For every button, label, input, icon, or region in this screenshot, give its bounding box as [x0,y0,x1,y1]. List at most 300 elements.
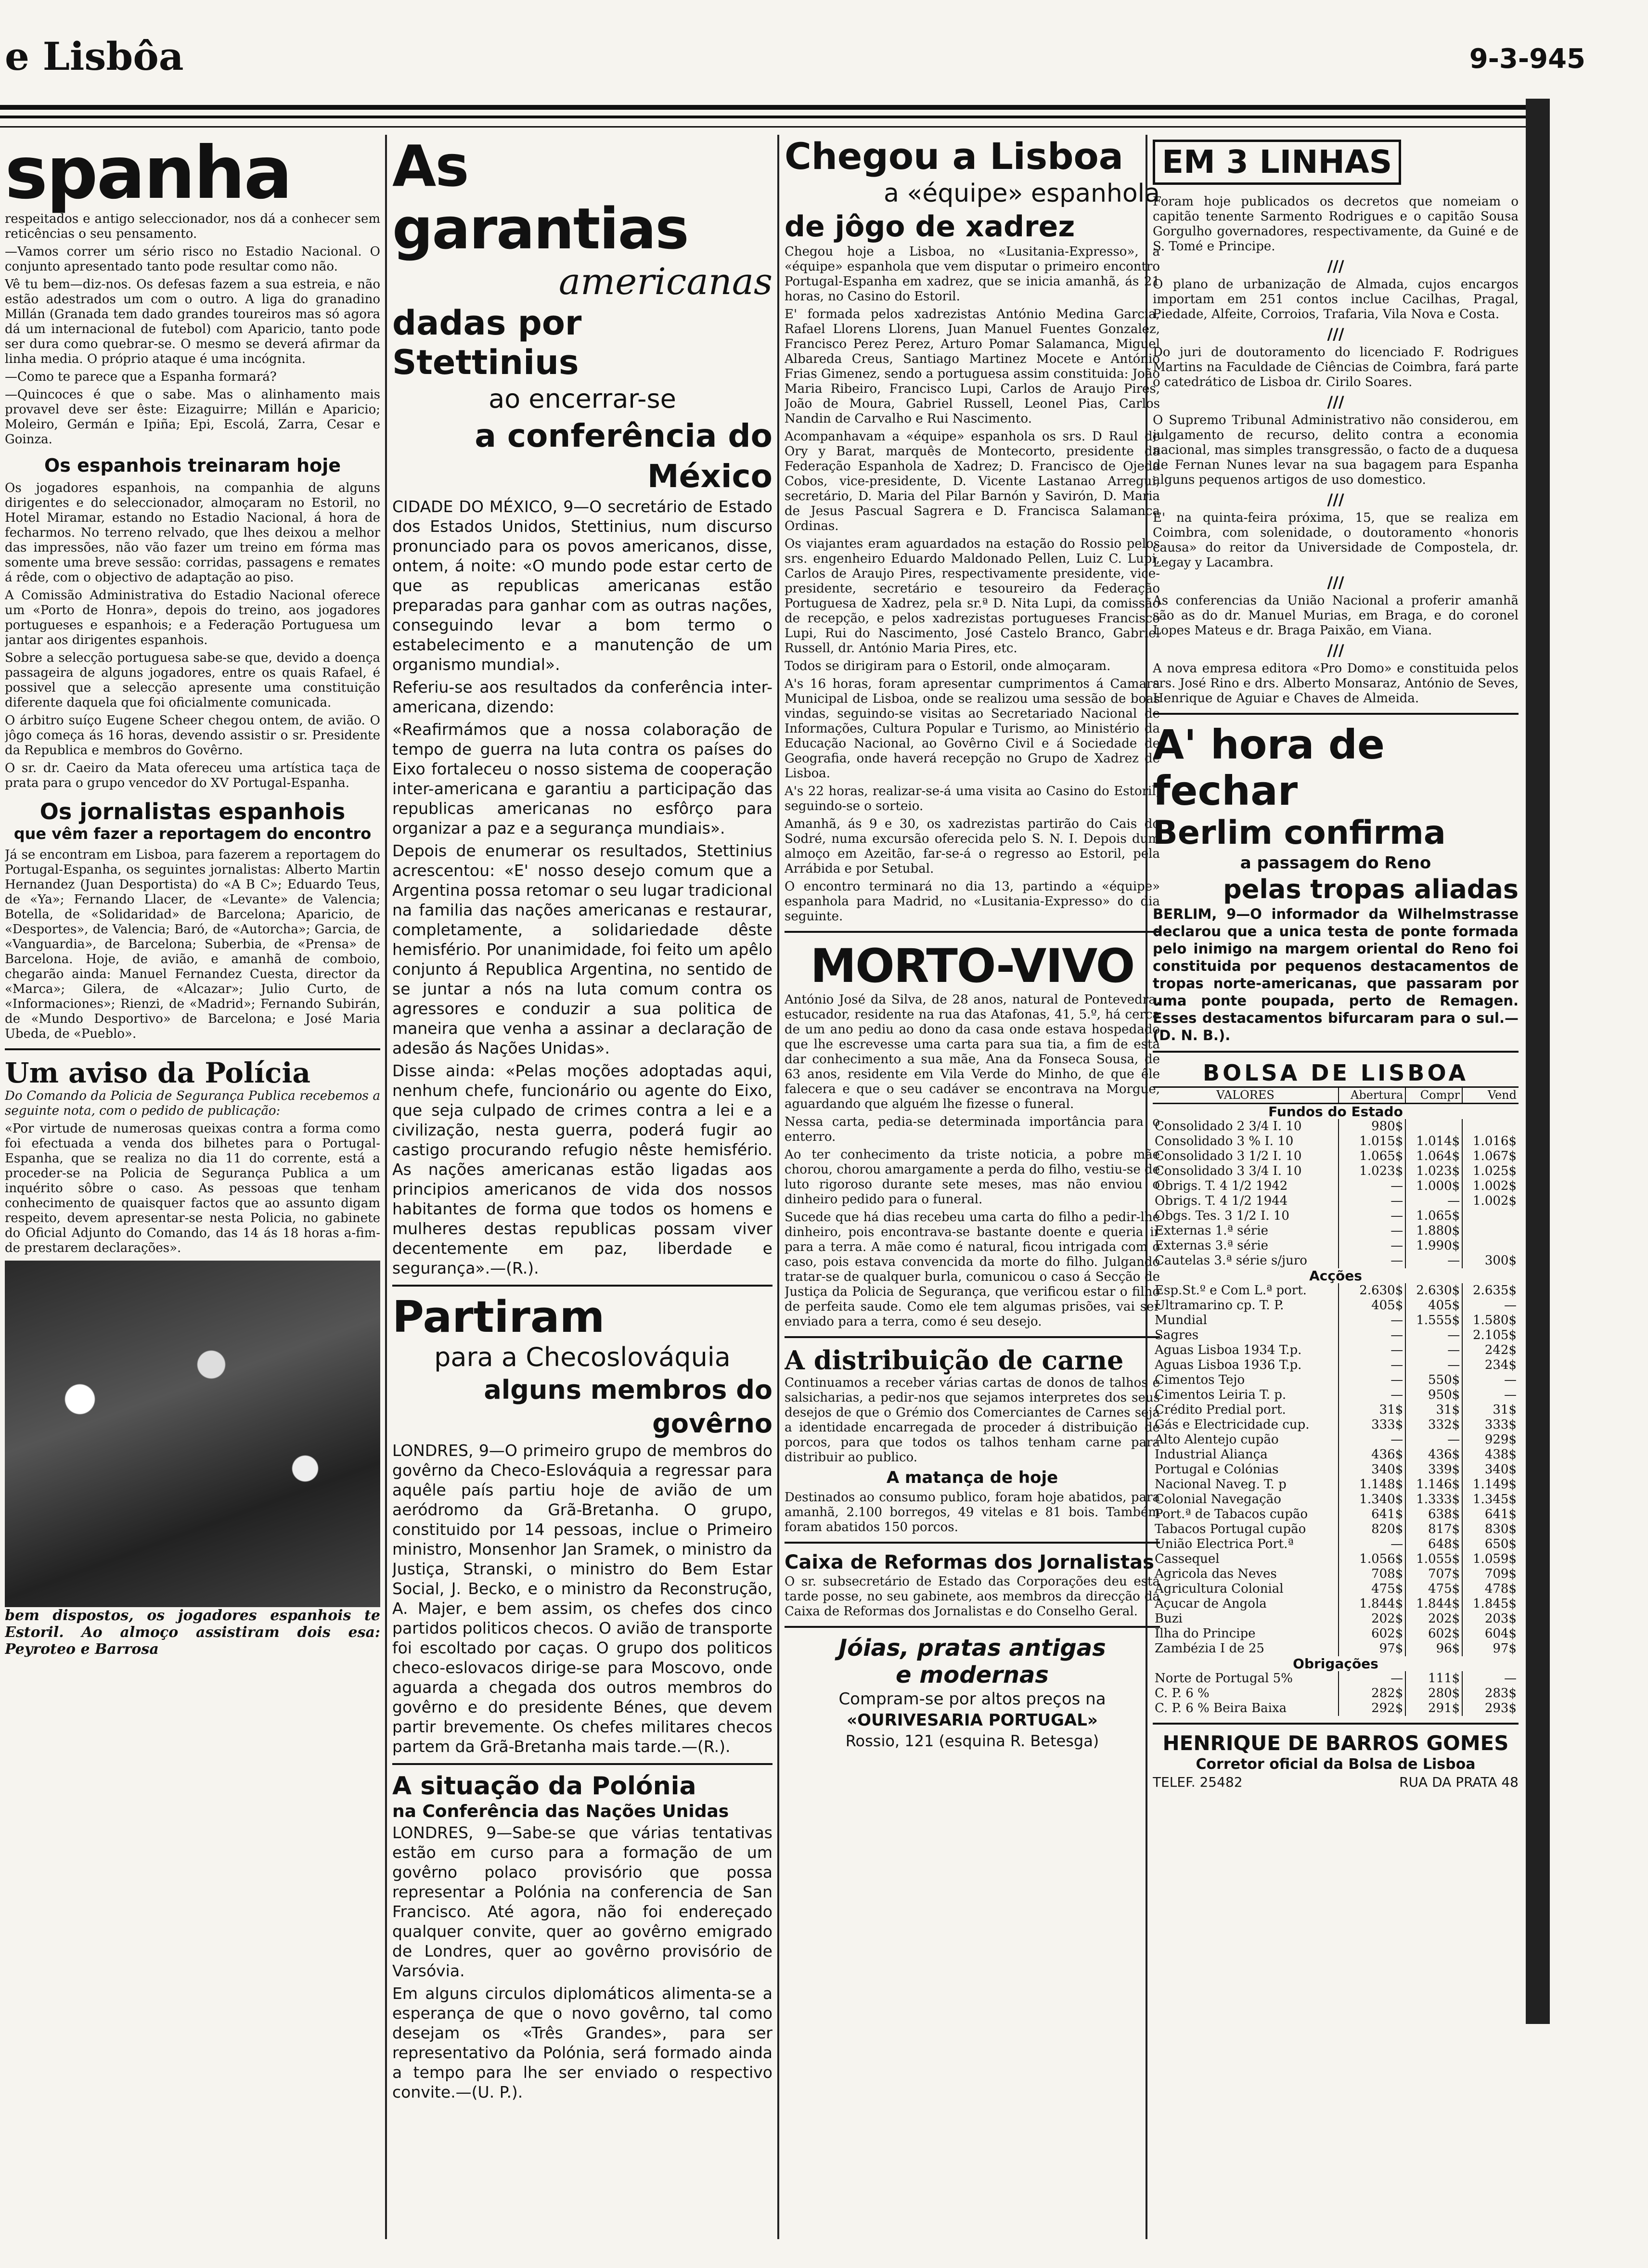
table-row [1153,1432,1519,1447]
paragraph: A Comissão Administrativa do Estadio Nacional oferece um «Porto de Honra», depois do treino, aos jogadores portugueses e espanhois; e a Federação Portuguesa um jantar aos dirigentes espanhois. [5,588,380,647]
price-cell: 1.340$ [1339,1492,1405,1507]
price-cell: 1.059$ [1462,1552,1519,1567]
column-header: Abertura [1339,1087,1405,1104]
table-row [1153,1403,1519,1418]
article-body [5,481,380,791]
price-cell: — [1339,1224,1405,1238]
security-name: Sagres [1155,1328,1199,1342]
advert-jewelry [785,1635,1160,1751]
price-cell: — [1462,1388,1519,1403]
box-em-3-linhas: EM 3 LINHAS [1153,140,1401,185]
rule [1153,713,1519,715]
headline-allied: pelas tropas aliadas [1223,874,1519,904]
column-spain-football [5,135,380,2249]
security-name: Aguas Lisboa 1936 T.p. [1155,1358,1302,1372]
security-name: Consolidado 3 1/2 I. 10 [1155,1149,1302,1163]
rule [5,1048,380,1050]
security-name: Colonial Navegação [1155,1492,1281,1507]
price-cell: — [1462,1671,1519,1686]
headline-spanish-team: a «équipe» espanhola [884,179,1160,208]
price-cell: 1.056$ [1339,1552,1405,1567]
rule [785,931,1160,933]
table-row [1153,1462,1519,1477]
price-cell: — [1339,1388,1405,1403]
paragraph: LONDRES, 9—O primeiro grupo de membros do govêrno da Checo-Eslováquia a regressar para aquêle país partiu hoje de avião de um aeródromo da Grã-Bretanha. O grupo, constituido por 14 pessoas, inclue o Primeiro ministro, Monsenhor Jan Sramek, o ministro da Justiça, Stranski, o ministro do Bem Estar Social, J. Becko, e o ministro da Reconstrução, A. Majer, e bem assim, os chefes dos cinco partidos politicos checos. O avião de transporte foi escoltado por caças. O grupo dos politicos checo-eslovacos dirige-se para Moscovo, onde aguarda a chegada dos outros membros do govêrno e do presidente Bénes, que devem partir brevemente. Os chefes militares checos partem da Grã-Bretanha mais tarde.—(R.). [392,1441,772,1756]
rule [392,1763,772,1765]
table-row [1153,1701,1519,1716]
security-name: C. P. 6 % [1155,1686,1210,1701]
table-row [1153,1253,1519,1268]
price-cell: 339$ [1405,1462,1462,1477]
price-cell: 475$ [1339,1582,1405,1597]
paragraph: Referiu-se aos resultados da conferência inter-americana, dizendo: [392,678,772,716]
paragraph: Acompanhavam a «équipe» espanhola os srs. D Raul de Ory y Barat, marquês de Montecorto, presidente da Federação Espanhola de Xadrez; D. Francisco de Ojeda Cobos, vice-presidente, D. Vicente Lastanao Arregui, secretário, D. Maria del Pilar Barnón y Savirón, D. Maria de Jesus Pascual Sagrera e D. Francisca Salamanca Ordinas. [785,429,1160,533]
price-cell: 641$ [1339,1507,1405,1522]
heading-stock-exchange: BOLSA DE LISBOA [1203,1060,1468,1086]
price-cell: 929$ [1462,1432,1519,1447]
table-row [1153,1477,1519,1492]
stock-table [1153,1086,1519,1716]
subheading-un-conference: na Conferência das Nações Unidas [392,1802,729,1821]
separator: /// [1327,257,1344,275]
price-cell: 1.345$ [1462,1492,1519,1507]
security-name: Cassequel [1155,1552,1220,1566]
price-cell: — [1339,1253,1405,1268]
paragraph: Vê tu bem—diz-nos. Os defesas fazem a sua estreia, e não estão adestrados um com o outro. A liga do granadino Millán (Granada tem dado grandes toureiros mas só agora dá um internacional de futebol) com Aparicio, tanto pode ser dura como quebrar-se. O mesmo se deverá afirmar da linha media. O próprio ataque é uma incógnita. [5,277,380,366]
article-body [392,1441,772,1756]
paragraph: A's 22 horas, realizar-se-á uma visita ao Casino do Estoril, seguindo-se o sorteio. [785,784,1160,813]
security-name: Consolidado 2 3/4 I. 10 [1155,1119,1302,1134]
table-row [1153,1552,1519,1567]
masthead [0,0,1648,116]
headline-closing-time: A' hora de fechar [1153,721,1385,814]
rule [785,1336,1160,1338]
paragraph: BERLIM, 9—O informador da Wilhelmstrasse declarou que a unica testa de ponte formada pelo inimigo na margem oriental do Reno foi constituida por pequenos destacamentos de tropas norte-americanas, que passaram por uma ponte poupada, perto de Remagen. Esses destacamentos bifurcaram para o sul.—(D. N. B.). [1153,906,1519,1044]
security-name: Ilha do Principe [1155,1626,1256,1641]
article-body [5,212,380,447]
article-body [392,1823,772,2102]
table-row [1153,1522,1519,1537]
security-name: Externas 1.ª série [1155,1224,1269,1238]
price-cell: 650$ [1462,1537,1519,1552]
price-cell: 1.002$ [1462,1194,1519,1209]
paragraph: Todos se dirigiram para o Estoril, onde almoçaram. [785,659,1111,673]
column-stettinius [392,135,772,2249]
price-cell: 950$ [1405,1388,1462,1403]
headline-poland: A situação da Polónia [392,1772,696,1801]
table-row [1153,1388,1519,1403]
paragraph: E' formada pelos xadrezistas António Medina Garcia, Rafael Llorens Llorens, Juan Manuel Fuentes Gonzalez, Francisco Perez Perez, Arturo Pomar Salamanca, Miguel Albareda Creus, Santiago Martinez Mocete e António Frias Gimenez, sendo a portuguesa assim constituida: João Maria Ribeiro, Francisco Lupi, Carlos de Araujo Pires, João de Moura, Gabriel Russell, Leonel Pias, Carlos Nandin de Carvalho e Rui Nascimento. [785,307,1160,426]
price-cell: — [1339,1671,1405,1686]
price-cell: 1.333$ [1405,1492,1462,1507]
price-cell: 1.880$ [1405,1224,1462,1238]
price-cell: — [1339,1537,1405,1552]
rule [1153,1723,1519,1725]
price-cell: 550$ [1405,1373,1462,1388]
table-row [1153,1582,1519,1597]
price-cell: — [1339,1358,1405,1373]
paragraph: Destinados ao consumo publico, foram hoje abatidos, para amanhã, 2.100 borregos, 49 vitelas e 81 bois. Também foram abatidos 150 porcos. [785,1490,1160,1534]
price-cell: 405$ [1339,1298,1405,1313]
price-cell: 1.149$ [1462,1477,1519,1492]
brief-item: Do juri de doutoramento do licenciado F. Rodrigues Martins na Faculdade de Ciências de Coimbra, fará parte o catedrático de Lisboa dr. Cirilo Soares. [1153,345,1519,389]
price-cell: 438$ [1462,1447,1519,1462]
price-cell: 291$ [1405,1701,1462,1716]
brief-item: As conferencias da União Nacional a proferir amanhã são as do dr. Manuel Murias, em Braga, e do coronel Lopes Mateus e dr. Braga Paixão, em Viana. [1153,593,1519,638]
price-cell: 436$ [1405,1447,1462,1462]
headline-government-members: alguns membros do govêrno [484,1375,772,1439]
paragraph: Em alguns circulos diplomáticos alimenta-se a esperança de que o novo govêrno, tal como desejam os «Três Grandes», para ser representativo da Polónia, será formado ainda a tempo para lhe ser enviado o respectivo convite.—(U. P.). [392,1984,772,2101]
column-header: Compr [1405,1087,1462,1104]
column-briefs [1153,135,1519,2249]
paragraph: Chegou hoje a Lisboa, no «Lusitania-Expresso», a «équipe» espanhola que vem disputar o primeiro encontro Portugal-Espanha em xadrez, que se inicia amanhã, ás 21 horas, no Casino do Estoril. [785,245,1160,304]
paragraph: Amanhã, ás 9 e 30, os xadrezistas partirão do Cais do Sodré, numa excursão oferecida pelo S. N. I. Depois dum almoço em Azeitão, far-se-á o regresso ao Estoril, pela Arrábida e por Setubal. [785,817,1160,876]
table-row [1153,1492,1519,1507]
table-row [1153,1611,1519,1626]
price-cell: 97$ [1462,1641,1519,1656]
paragraph: LONDRES, 9—Sabe-se que várias tentativas estão em curso para a formação de um govêrno polaco provisório que possa representar a Polónia na conferencia de San Francisco. Até agora, não foi endereçado qualquer convite, quer ao govêrno emigrado de Londres, quer ao govêrno provisório de Varsóvia. [392,1823,772,1980]
security-name: Obrigs. T. 4 1/2 1942 [1155,1179,1288,1193]
security-name: Port.ª de Tabacos cupão [1155,1507,1308,1521]
table-row [1153,1149,1519,1164]
security-name: Açucar de Angola [1155,1597,1267,1611]
price-cell: — [1405,1253,1462,1268]
security-name: Industrial Aliança [1155,1447,1268,1462]
price-cell: — [1462,1298,1519,1313]
price-cell: — [1405,1343,1462,1358]
table-row [1153,1537,1519,1552]
article-body [392,497,772,1278]
paragraph: CIDADE DO MÉXICO, 9—O secretário de Estado dos Estados Unidos, Stettinius, num discurso pronunciado para os povos americanos, disse, ontem, á noite: «O mundo pode estar certo de que as republicas americanas estão preparadas para ganhar com as outras nações, conseguindo levar a bom termo o estabelecimento e a manutenção de um organismo mundial». [392,497,772,674]
price-cell: 1.990$ [1405,1238,1462,1253]
price-cell: 1.844$ [1405,1597,1462,1611]
price-cell: 2.630$ [1339,1283,1405,1298]
security-name: Tabacos Portugal cupão [1155,1522,1306,1536]
price-cell: 648$ [1405,1537,1462,1552]
price-cell: 707$ [1405,1567,1462,1582]
advert-text: Compram-se por altos preços na [838,1689,1106,1709]
subheading-training: Os espanhois treinaram hoje [44,455,341,476]
security-name: Cimentos Tejo [1155,1373,1245,1387]
security-name: Crédito Predial port. [1155,1403,1286,1417]
separator: /// [1327,490,1344,509]
table-row [1153,1313,1519,1328]
rule [785,1542,1160,1544]
paragraph: Ao ter conhecimento da triste noticia, a pobre mãe chorou, chorou amargamente a perda do filho, vestiu-se de luto rigoroso durante sete meses, mas não enviou o dinheiro pedido para o funeral. [785,1147,1160,1207]
price-cell: 31$ [1462,1403,1519,1418]
paragraph: Sobre a selecção portuguesa sabe-se que, devido a doença passageira de alguns jogadores, entre os quais Rafael, é possivel que a selecção apresente uma constituição diferente daquela que foi oficialmente comunicada. [5,651,380,710]
masthead-title: e Lisbôa [5,34,184,79]
price-cell: 333$ [1339,1418,1405,1432]
price-cell: 478$ [1462,1582,1519,1597]
security-name: Consolidado 3 3/4 I. 10 [1155,1164,1302,1178]
headline-closing: ao encerrar-se [489,384,676,414]
brief-item: Foram hoje publicados os decretos que nomeiam o capitão tenente Sarmento Rodrigues e o capitão Sousa Gorgulho governadores, respectivamente, da Guiné e de S. Tomé e Principe. [1153,194,1519,254]
price-cell: 1.055$ [1405,1552,1462,1567]
security-name: Cimentos Leiria T. p. [1155,1388,1287,1402]
security-name: Mundial [1155,1313,1207,1327]
price-cell: 96$ [1405,1641,1462,1656]
table-row [1153,1179,1519,1194]
price-cell: 1.065$ [1339,1149,1405,1164]
price-cell: 242$ [1462,1343,1519,1358]
price-cell: 405$ [1405,1298,1462,1313]
security-name: C. P. 6 % Beira Baixa [1155,1701,1287,1715]
price-cell: 1.015$ [1339,1134,1405,1149]
security-name: Portugal e Colónias [1155,1462,1279,1477]
table-row [1153,1283,1519,1298]
brief-item: A nova empresa editora «Pro Domo» e constituida pelos srs. José Rino e drs. Alberto Monsaraz, António de Seves, Henrique de Aguiar e Chaves de Almeida. [1153,661,1519,706]
masthead-date: 9-3-945 [1469,43,1585,75]
price-cell: 332$ [1405,1418,1462,1432]
price-cell [1405,1119,1462,1134]
price-cell: 1.025$ [1462,1164,1519,1179]
table-row [1153,1224,1519,1238]
price-cell: 436$ [1339,1447,1405,1462]
price-cell: — [1339,1238,1405,1253]
price-cell: 283$ [1462,1686,1519,1701]
masthead-rule [0,116,1545,118]
security-name: Gás e Electricidade cup. [1155,1418,1310,1432]
broker-name: HENRIQUE DE BARROS GOMES [1162,1731,1509,1755]
price-cell: 2.630$ [1405,1283,1462,1298]
price-cell: — [1339,1313,1405,1328]
column-chess [785,135,1160,2249]
paragraph: «Por virtude de numerosas queixas contra a forma como foi efectuada a venda dos bilhetes para o Portugal-Espanha, que se realiza no dia 11 do corrente, está a proceder-se na Policia de Segurança Publica a um inquérito sôbre o caso. As pessoas que tenham conhecimento de quaisquer factos que ao assunto digam respeito, devem apresentar-se nesta Policia, no gabinete do Oficial Adjunto do Comando, das 14 ás 18 horas a-fim-de prestarem declarações». [5,1121,380,1255]
paragraph: Já se encontram em Lisboa, para fazerem a reportagem do Portugal-Espanha, os seguintes jornalistas: Alberto Martin Hernandez (Juan Desportista) do «A B C»; Eduardo Teus, de «Ya»; Fernando Llacer, de «Levante» de Valencia; Botella, de «Solidaridad» de Barcelona; Aparicio, de «Desportes», de Valencia; Baró, de «Autorcha»; Garcia, de «Vanguardia», de Barcelona; Suberbia, de «Prensa» de Barcelona. Hoje, de avião, e amanhã de comboio, chegarão ainda: Manuel Fernandez Cuesta, director da «Marca»; Gilera, de «Alcazar»; Julio Curto, de «Informaciones»; Rienzi, de «Madrid»; Fernando Subirán, de «Mundo Desportivo» de Barcelona; e José Maria Ubeda, de «Pueblo». [5,848,380,1041]
price-cell: 1.000$ [1405,1179,1462,1194]
paragraph: Sucede que há dias recebeu uma carta do filho a pedir-lhe dinheiro, pois encontrava-se bastante doente e queria ir para a terra. A mãe como é natural, ficou intrigada com o caso, pois estava convencida da morte do filho. Julgando tratar-se de qualquer burla, comunicou o caso á Secção de Justiça da Policia de Segurança, que verificou estar o filho de perfeita saude. Como ele tem algumas prisões, vai ser enviado para a terra, como é seu desejo. [785,1210,1160,1329]
price-cell: 817$ [1405,1522,1462,1537]
headline-police-notice: Um aviso da Polícia [5,1057,311,1089]
price-cell: — [1405,1194,1462,1209]
headline-conference: a conferência do México [475,417,772,495]
price-cell: 31$ [1339,1403,1405,1418]
price-cell: 1.023$ [1339,1164,1405,1179]
article-body [785,245,1160,924]
price-cell: 1.067$ [1462,1149,1519,1164]
broker-title: Corretor oficial da Bolsa de Lisboa [1196,1756,1476,1773]
group-title: Fundos do Estado [1268,1104,1403,1120]
photo-caption: bem dispostos, os jogadores espanhois te Estoril. Ao almoço assistiram dois esa: Peyroteo e Barrosa [5,1607,380,1658]
paragraph: —Como te parece que a Espanha formará? [5,370,277,384]
paragraph: Os viajantes eram aguardados na estação do Rossio pelos srs. engenheiro Eduardo Maldonado Pellen, Luiz C. Lupi, Carlos de Araujo Pires, respectivamente presidente, vice-presidente, secretário e tesoureiro da Federação Portuguesa de Xadrez, pela sr.ª D. Nita Lupi, da comissão de recepção, e pelos xadrezistas portugueses Francisco Lupi, Rui do Nascimento, José Castelo Branco, Gabriel Russell, dr. António Maria Pires, etc. [785,537,1160,656]
paragraph: Disse ainda: «Pelas moções adoptadas aqui, nenhum chefe, funcionário ou agente do Eixo, que seja culpado de crimes contra a lei e a civilização, nesta guerra, poderá fugir ao castigo procurando refugio nêste hemisfério. As nações americanas estão ligadas aos principios americanos de vida dos nossos habitantes de forma que todos os homens e mulheres destas republicas possam viver decentemente em paz, liberdade e segurança».—(R.). [392,1061,772,1277]
table-row [1153,1447,1519,1462]
price-cell: 1.002$ [1462,1179,1519,1194]
brief-item: O plano de urbanização de Almada, cujos encargos importam em 251 contos inclue Cacilhas, Pragal, Piedade, Alfeite, Corroios, Trafaria, Vila Nova e Costa. [1153,277,1519,322]
price-cell: 2.105$ [1462,1328,1519,1343]
rule [392,1285,772,1287]
price-cell: 604$ [1462,1626,1519,1641]
price-cell: 1.580$ [1462,1313,1519,1328]
security-name: Obrigs. T. 4 1/2 1944 [1155,1194,1288,1208]
photo-spanish-players [5,1261,380,1607]
security-name: Buzi [1155,1611,1183,1626]
headline-spain: spanha [5,135,291,215]
paragraph: António José da Silva, de 28 anos, natural de Pontevedra, estucador, residente na rua das Atafonas, 41, 5.º, há cerca de um ano pediu ao dono da casa onde estava hospedado que lhe escrevesse uma carta para sua tia, a fim de esta dar conhecimento a sua mãe, Ana da Fonseca Sousa, de 63 anos, residente em Vila Verde do Minho, de que êle falecera e que o seu cadáver se encontrava na Morgue, aguardando que alguém lhe fizesse o funeral. [785,992,1160,1111]
advert-store: «OURIVESARIA PORTUGAL» [847,1711,1098,1730]
separator: /// [1327,393,1344,411]
price-cell: 280$ [1405,1686,1462,1701]
price-cell: 602$ [1405,1626,1462,1641]
paragraph: A's 16 horas, foram apresentar cumprimentos á Camara Municipal de Lisboa, onde se realizou uma sessão de boas vindas, seguindo-se visitas ao Secretariado Nacional de Informações, Cultura Popular e Turismo, ao Ministério da Educação Nacional, ao Govêrno Civil e á Sociedade de Geografia, onde haverá recepção no Grupo de Xadrez de Lisboa. [785,677,1160,781]
security-name: Ultramarino cp. T. P. [1155,1298,1284,1313]
price-cell: 202$ [1405,1611,1462,1626]
lead-italic: Do Comando da Policia de Segurança Publica recebemos a seguinte nota, com o pedido de publicação: [5,1089,380,1118]
security-name: Agricultura Colonial [1155,1582,1284,1596]
table-row [1153,1164,1519,1179]
table-row [1153,1238,1519,1253]
price-cell: 641$ [1462,1507,1519,1522]
price-cell: 1.014$ [1405,1134,1462,1149]
security-name: Externas 3.ª série [1155,1238,1269,1253]
subheading-journalists: Os jornalistas espanhois [39,799,346,825]
security-name: Nacional Naveg. T. p [1155,1477,1287,1492]
brief-item: O Supremo Tribunal Administrativo não considerou, em julgamento de recurso, delito contra a economia nacional, mas simples transgressão, o facto de a duquesa de Fernan Nunes levar na sua bagagem para Espanha alguns pequenos artigos de uso domestico. [1153,413,1519,487]
price-cell: 820$ [1339,1522,1405,1537]
table-row [1153,1418,1519,1432]
price-cell: 1.148$ [1339,1477,1405,1492]
headline-americanas: americanas [558,260,772,303]
price-cell: 1.146$ [1405,1477,1462,1492]
table-row [1153,1686,1519,1701]
price-cell: 1.064$ [1405,1149,1462,1164]
price-cell: 234$ [1462,1358,1519,1373]
price-cell: 293$ [1462,1701,1519,1716]
briefs-list [1153,194,1519,706]
paragraph: O encontro terminará no dia 13, partindo a «équipe» espanhola para Madrid, no «Lusitania-Expresso» do dia seguinte. [785,879,1160,924]
price-cell [1462,1209,1519,1224]
security-name: Aguas Lisboa 1934 T.p. [1155,1343,1302,1357]
table-row [1153,1567,1519,1582]
headline-departed: Partiram [392,1292,605,1342]
separator: /// [1327,325,1344,343]
table-row [1153,1194,1519,1209]
article-body [785,992,1160,1329]
price-cell: — [1339,1432,1405,1447]
security-name: Esp.St.º e Com L.ª port. [1155,1283,1307,1298]
security-name: Alto Alentejo cupão [1155,1432,1279,1447]
masthead-rule [0,105,1545,110]
table-row [1153,1507,1519,1522]
table-row [1153,1328,1519,1343]
advert-address: Rossio, 121 (esquina R. Betesga) [845,1732,1099,1750]
group-title: Obrigações [1293,1656,1378,1672]
paragraph: Os jogadores espanhois, na companhia de alguns dirigentes e do seleccionador, almoçaram no Estoril, no Hotel Miramar, estando no Estadio Nacional, á hora de fecharmos. No terreno relvado, que lhes deixou a melhor das impressões, não vão fazer um treino em fórma mas somente uma breve sessão: corridas, passagens e remates á rêde, com o objectivo de adaptação ao piso. [5,481,380,585]
table-row [1153,1358,1519,1373]
table-group-row [1153,1268,1519,1283]
column-divider [777,135,779,2239]
table-row [1153,1626,1519,1641]
headline-czechoslovakia: para a Checoslováquia [434,1342,731,1372]
price-cell: — [1339,1179,1405,1194]
price-cell: 709$ [1462,1567,1519,1582]
paragraph: O árbitro suíço Eugene Scheer chegou ontem, de avião. O jôgo começa ás 16 horas, devendo assistir o sr. Presidente da Republica e membros do Govêrno. [5,713,380,758]
paragraph: —Quincoces é que o sabe. Mas o alinhamento mais provavel deve ser êste: Eizaguirre; Millán e Aparicio; Moleiro, Germán e Ipiña; Epi, Escolá, Zarra, Cesar e Goinza. [5,387,380,447]
price-cell: 333$ [1462,1418,1519,1432]
price-cell [1462,1224,1519,1238]
table-group-row [1153,1656,1519,1671]
masthead-rule [0,126,1545,128]
price-cell: 31$ [1405,1403,1462,1418]
column-divider [385,135,387,2239]
rule [1153,1051,1519,1053]
rule [785,1626,1160,1628]
price-cell: — [1339,1343,1405,1358]
security-name: União Electrica Port.ª [1155,1537,1294,1551]
advert-title: e modernas [896,1662,1049,1688]
separator: /// [1327,641,1344,659]
price-cell: 202$ [1339,1611,1405,1626]
price-cell: — [1339,1373,1405,1388]
price-cell: 1.065$ [1405,1209,1462,1224]
security-name: Obgs. Tes. 3 1/2 I. 10 [1155,1209,1289,1223]
price-cell: 1.555$ [1405,1313,1462,1328]
price-cell: — [1462,1373,1519,1388]
headline-rhine: a passagem do Reno [1240,853,1431,873]
price-cell: — [1339,1328,1405,1343]
paragraph: Nessa carta, pedia-se determinada importância para o enterro. [785,1115,1160,1144]
page-edge-tab [1526,99,1550,2024]
article-body [5,848,380,1042]
price-cell: 980$ [1339,1119,1405,1134]
subheading-slaughter: A matança de hoje [886,1468,1058,1487]
table-row [1153,1373,1519,1388]
price-cell: 2.635$ [1462,1283,1519,1298]
price-cell: 1.023$ [1405,1164,1462,1179]
column-header: VALORES [1153,1087,1339,1104]
price-cell: 203$ [1462,1611,1519,1626]
paragraph: «Reafirmámos que a nossa colaboração de tempo de guerra na luta contra os países do Eixo fortaleceu o nosso sistema de cooperação inter-americana e garantiu a participação das republicas americanas no esfôrço para organizar a paz e a segurança mundiais». [392,720,772,838]
broker-address: RUA DA PRATA 48 [1399,1774,1519,1790]
security-name: Agricola das Neves [1155,1567,1277,1581]
price-cell: 1.844$ [1339,1597,1405,1611]
table-row [1153,1134,1519,1149]
advert-title: Jóias, pratas antigas [838,1635,1106,1662]
brief-item: E' na quinta-feira próxima, 15, que se realiza em Coimbra, com solenidade, o doutoramento «honoris causa» do reitor da Universidade de Compostela, dr. Legay y Lacambra. [1153,511,1519,570]
price-cell [1462,1119,1519,1134]
paragraph: O sr. subsecretário de Estado das Corporações deu esta tarde posse, no seu gabinete, aos membros da direcção da Caixa de Reformas dos Jornalistas e do Conselho Geral. [785,1574,1160,1619]
headline-morto-vivo: MORTO-VIVO [810,939,1134,993]
price-cell: 708$ [1339,1567,1405,1582]
paragraph: Depois de enumerar os resultados, Stettinius acrescentou: «E' nosso desejo comum que a Argentina possa retomar o seu lugar tradicional na familia das nações americanas e restaurar, completamente, a solidariedade dêste hemisfério. Por unanimidade, foi feito um apêlo conjunto á Republica Argentina, no sentido de se juntar a nós na luta comum contra os agressores e conduzir a sua politica de maneira que venha a assinar a declaração de adesão ás Nações Unidas». [392,841,772,1057]
headline-arrived: Chegou a Lisboa [785,135,1123,178]
headline-berlin: Berlim confirma [1153,814,1446,852]
security-name: Norte de Portugal 5% [1155,1671,1293,1686]
price-cell: 292$ [1339,1701,1405,1716]
table-row [1153,1671,1519,1686]
table-row [1153,1597,1519,1611]
price-cell: 602$ [1339,1626,1405,1641]
price-cell: 340$ [1339,1462,1405,1477]
table-header-row [1153,1087,1519,1104]
price-cell: 1.016$ [1462,1134,1519,1149]
price-cell: — [1339,1194,1405,1209]
security-name: Consolidado 3 % I. 10 [1155,1134,1294,1148]
headline-meat: A distribuição de carne [785,1345,1124,1376]
headline-chess: de jôgo de xadrez [785,210,1075,244]
paragraph: respeitados e antigo seleccionador, nos dá a conhecer sem reticências o seu pensamento. [5,212,380,241]
price-cell: — [1339,1209,1405,1224]
headline-guarantees: As garantias [392,135,688,262]
broker-contact [1153,1774,1519,1791]
table-row [1153,1641,1519,1656]
table-row [1153,1343,1519,1358]
table-row [1153,1119,1519,1134]
separator: /// [1327,573,1344,592]
price-cell: 475$ [1405,1582,1462,1597]
